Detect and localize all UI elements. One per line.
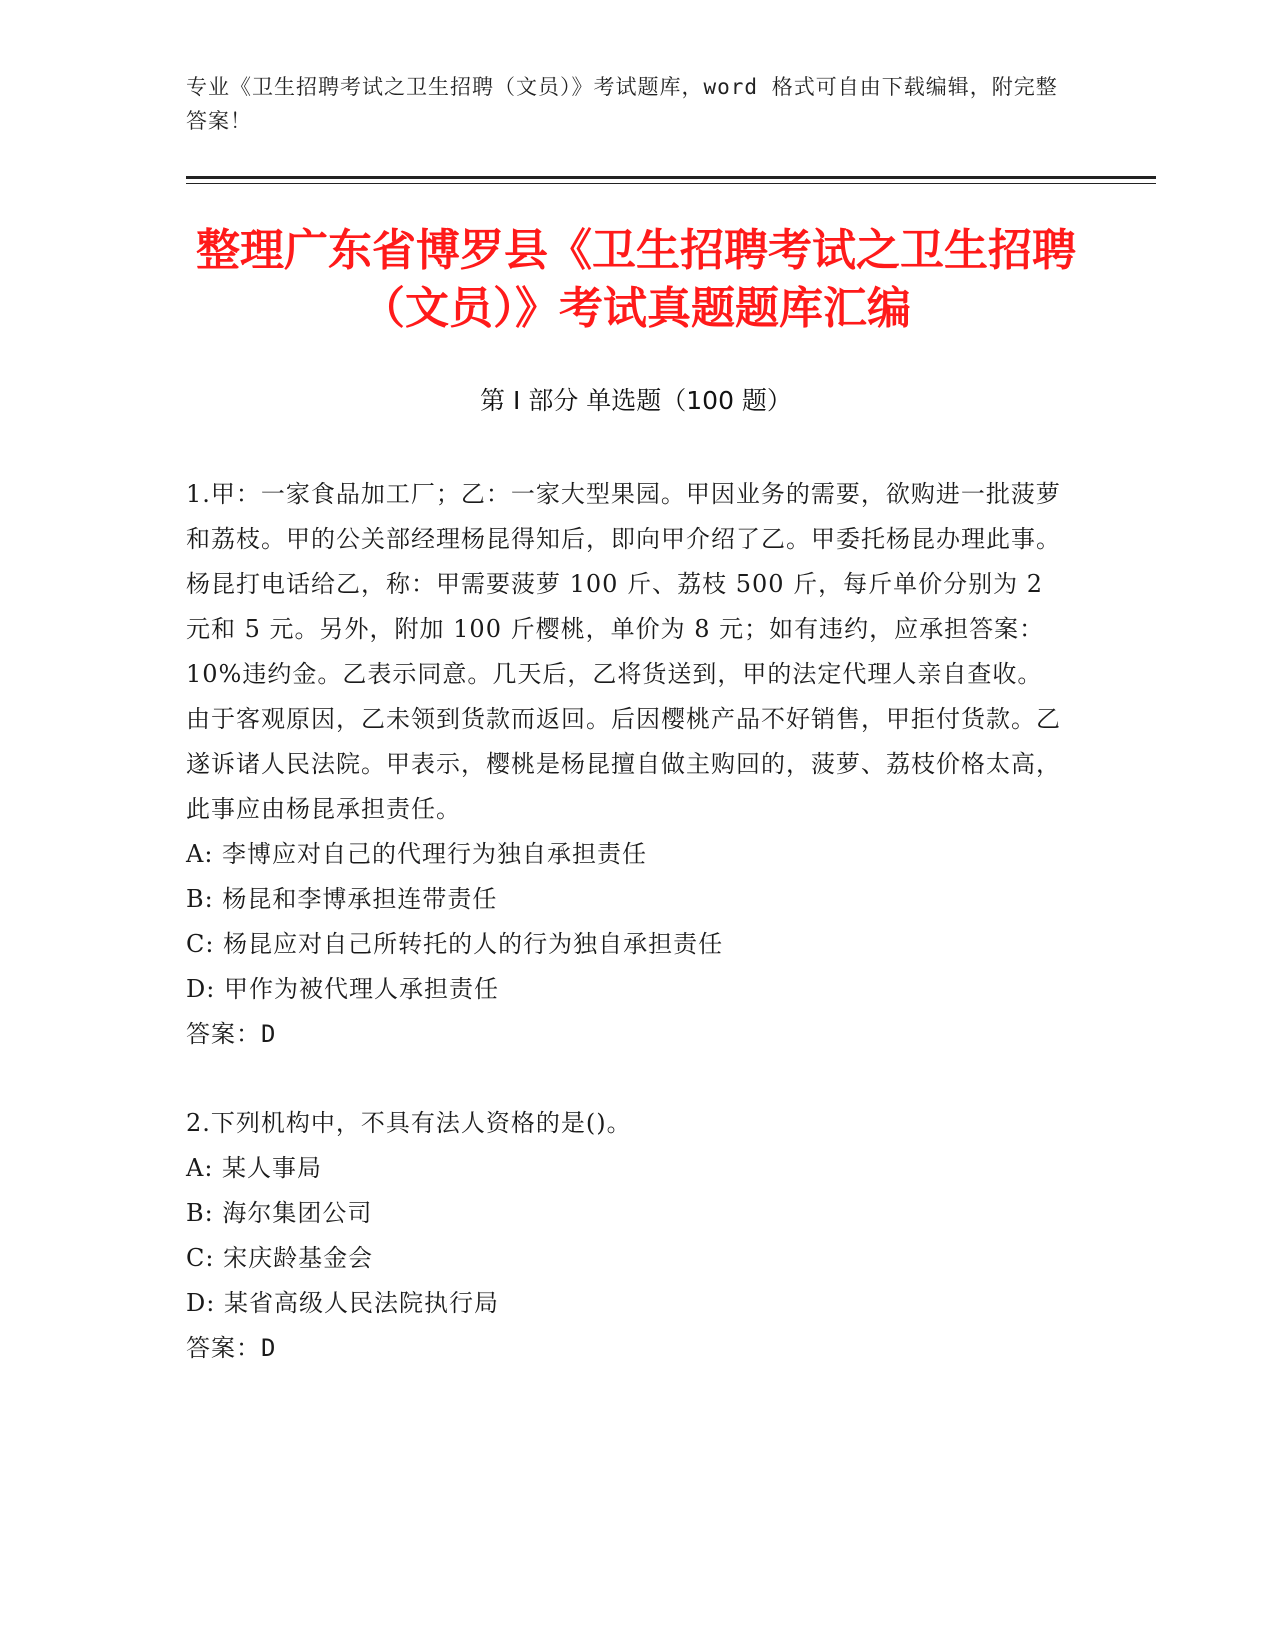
option-c: C: 宋庆龄基金会 <box>186 1244 374 1272</box>
question-stem: 2.下列机构中，不具有法人资格的是()。 <box>186 1109 632 1137</box>
option-a: A: 某人事局 <box>186 1154 323 1182</box>
header-rule-thick <box>186 176 1156 179</box>
question-1 <box>186 472 1066 1057</box>
document-title: 整理广东省博罗县《卫生招聘考试之卫生招聘（文员）》考试真题题库汇编 <box>196 225 1076 334</box>
answer: 答案：D <box>186 1334 277 1362</box>
section-title: 第 I 部分 单选题（100 题） <box>480 386 792 415</box>
header-rule-thin <box>186 183 1156 184</box>
option-c: C: 杨昆应对自己所转托的人的行为独自承担责任 <box>186 930 724 958</box>
option-b: B: 海尔集团公司 <box>186 1199 373 1227</box>
header-note: 专业《卫生招聘考试之卫生招聘（文员）》考试题库，word 格式可自由下载编辑，附完整答案！ <box>186 75 1058 133</box>
question-2 <box>186 1101 1066 1371</box>
question-stem: 1.甲：一家食品加工厂；乙：一家大型果园。甲因业务的需要，欲购进一批菠萝和荔枝。甲的公关部经理杨昆得知后，即向甲介绍了乙。甲委托杨昆办理此事。杨昆打电话给乙，称：甲需要菠萝 100 斤、荔枝 500 斤，每斤单价分别为 2 元和 5 元。另外，附加 100 斤樱桃，单价为 8 元；如有违约，应承担答案：10%违约金。乙表示同意。几天后，乙将货送到，甲的法定代理人亲自查收。由于客观原因，乙未领到货款而返回。后因樱桃产品不好销售，甲拒付货款。乙遂诉诸人民法院。甲表示，樱桃是杨昆擅自做主购回的，菠萝、荔枝价格太高，此事应由杨昆承担责任。 <box>186 480 1061 823</box>
answer: 答案：D <box>186 1020 277 1048</box>
option-d: D: 甲作为被代理人承担责任 <box>186 975 499 1003</box>
option-d: D: 某省高级人民法院执行局 <box>186 1289 499 1317</box>
question-list <box>186 472 1066 1415</box>
option-a: A: 李博应对自己的代理行为独自承担责任 <box>186 840 648 868</box>
option-b: B: 杨昆和李博承担连带责任 <box>186 885 498 913</box>
